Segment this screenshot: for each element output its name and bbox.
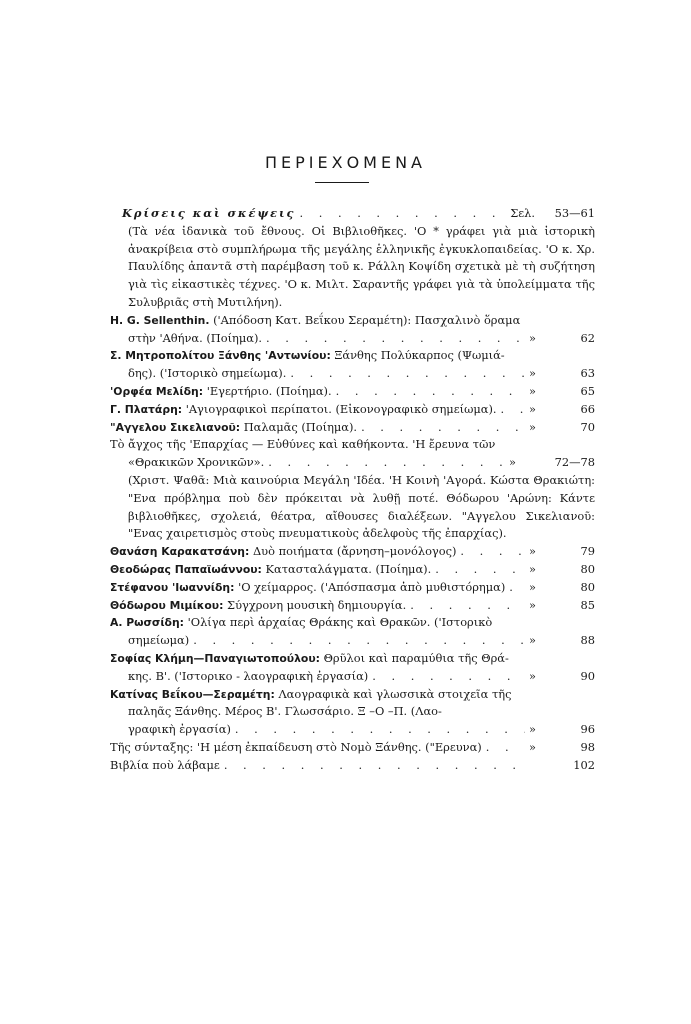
ditto-mark: » (529, 722, 536, 737)
title-divider (315, 182, 369, 183)
ditto-mark: » (529, 366, 536, 381)
leader-dots (509, 579, 525, 597)
entry-author: Γ. Πλατάρη: (110, 402, 183, 416)
toc-entry (110, 347, 595, 365)
entry-author: Σοφίας Κλήμη—Παναγιωτοπούλου: (110, 651, 320, 665)
leader-dots (299, 205, 506, 223)
toc-entry (110, 383, 595, 401)
page-number: 66 (580, 401, 595, 416)
toc-entry-cont (110, 668, 595, 686)
entry-title-cont: σημείωμα) (128, 633, 190, 648)
page-number: 96 (580, 722, 595, 737)
toc-entry-cont: παληᾶς Ξάνθης. Μέρος Β'. Γλωσσάριο. Ξ –Ο –Π. (Λαο- (128, 704, 442, 719)
entry-author: Θόδωρου Μιμίκου: (110, 598, 224, 612)
entry-title-cont: στὴν 'Αθήνα. (Ποίημα). (128, 330, 263, 345)
ditto-mark: » (529, 383, 536, 398)
toc-entry-cont (110, 330, 595, 348)
leader-dots (501, 401, 525, 419)
leader-dots (224, 757, 525, 775)
entry-title-cont: γραφικὴ ἐργασία) (128, 722, 231, 737)
entry-title: 'Εγερτήριο. (Ποίημα). (206, 383, 332, 398)
leader-dots (435, 561, 525, 579)
leader-dots (372, 668, 525, 686)
page-title: ΠΕΡΙΕΧΟΜΕΝΑ (265, 153, 426, 172)
entry-author: 'Ορφέα Μελίδη: (110, 384, 204, 398)
entry-title-cont: δης). ('Ιστορικὸ σημείωμα). (128, 366, 287, 381)
toc-entry (110, 686, 595, 704)
entry-author: Στέφανου 'Ιωαννίδη: (110, 580, 235, 594)
page-number: 102 (573, 757, 595, 772)
entry-title: Βιβλία ποὺ λάβαμε (110, 757, 220, 772)
entry-title: Ξάνθης Πολύκαρπος (Ψωμιά- (334, 348, 505, 363)
toc-entry (110, 597, 595, 615)
entry-author: Κατίνας Βεΐκου—Σεραμέτη: (110, 687, 275, 701)
ditto-mark: » (529, 419, 536, 434)
entry-title: Παλαμᾶς (Ποίημα). (243, 419, 358, 434)
page-number: 70 (580, 419, 595, 434)
entry-title: 'Ο χείμαρρος. ('Απόσπασμα ἀπὸ μυθιστόρημα) (238, 579, 506, 594)
entry-title: Λαογραφικὰ καὶ γλωσσικὰ στοιχεῖα τῆς (278, 686, 512, 701)
leader-dots (235, 721, 525, 739)
page-number: 98 (580, 739, 595, 754)
entry-title-cont: «Θρακικῶν Χρονικῶν». (128, 455, 265, 470)
toc-entry (110, 419, 595, 437)
entry-title: 'Αγιογραφικοὶ περίπατοι. (Εἰκονογραφικὸ σημείωμα). (185, 401, 497, 416)
entry-description: (Χριστ. Ψαθᾶ: Μιὰ καινούρια Μεγάλη 'Ιδέα. 'Η Κοινὴ 'Αγορά. Κώστα Θρακιώτη: "Ενα πρόβλημα ποὺ δὲν πρόκειται νὰ λυθῇ ποτέ. Θόδωρου 'Αρώνη: Κάντε βιβλιοθῆκες, σχολειά, θέατρα, αἴθουσες διαλέξεων. "Αγγελου Σικελιανοῦ: "Ενας χαιρετισμὸς στοὺς πνευματικοὺς ἀδελφοὺς τῆς ἐπαρχίας). (128, 472, 595, 541)
entry-heading: Κρίσεις καὶ σκέψεις (122, 206, 296, 220)
leader-dots (486, 739, 525, 757)
ditto-mark: » (529, 633, 536, 648)
ditto-mark: » (529, 561, 536, 576)
toc-entry-cont (110, 365, 595, 383)
page-number: 53—61 (554, 206, 595, 220)
ditto-mark: » (529, 579, 536, 594)
toc-entry (110, 739, 595, 757)
page-number: 90 (580, 668, 595, 683)
entry-author: Σ. Μητροπολίτου Ξάνθης 'Αντωνίου: (110, 349, 331, 363)
toc-entry-cont (110, 721, 595, 739)
entry-description: (Τὰ νέα ἰδανικὰ τοῦ ἔθνους. Οἱ Βιβλιοθῆκες. 'Ο * γράφει γιὰ μιὰ ἱστορικὴ ἀνακρίβεια στὸ συμπλήρωμα τῆς μεγάλης ἑλληνικῆς ἐγκυκλοπαιδείας. 'Ο κ. Χρ. Παυλίδης ἀπαντᾶ στὴ παρέμβαση τοῦ κ. Ράλλη Κοψίδη σχετικὰ μὲ τὴ συζήτηση γιὰ τὶς εἰκαστικὲς τέχνες. 'Ο κ. Μιλτ. Σαραντῆς γράφει γιὰ τὰ ὑπολείμματα τῆς Συλυβριᾶς στὴ Μυτιλήνη). (128, 223, 595, 309)
page-number: 65 (580, 383, 595, 398)
leader-dots (268, 454, 505, 472)
page-number: 63 (580, 366, 595, 381)
page-number: 62 (580, 330, 595, 345)
toc-entry (110, 650, 595, 668)
toc-entry (110, 561, 595, 579)
entry-title: Τῆς σύνταξης: 'Η μέση ἐκπαίδευση στὸ Νομὸ Ξάνθης. ("Ερευνα) (110, 739, 482, 754)
ditto-mark: » (529, 401, 536, 416)
ditto-mark: » (529, 668, 536, 683)
toc-entry-cont (110, 454, 595, 472)
page-number: 80 (580, 579, 595, 594)
page-prefix: Σελ. (510, 206, 535, 220)
page-number: 88 (580, 633, 595, 648)
ditto-mark: » (529, 597, 536, 612)
leader-dots (336, 383, 525, 401)
page-number: 79 (580, 544, 595, 559)
leader-dots (460, 543, 525, 561)
entry-author: H. G. Sellenthin. (110, 313, 210, 327)
leader-dots (290, 365, 525, 383)
entry-author: Θεοδώρας Παπαϊωάννου: (110, 562, 262, 576)
toc-entry: Τὸ ἄγχος τῆς 'Επαρχίας — Εὐθύνες καὶ καθήκοντα. 'Η ἔρευνα τῶν (110, 437, 496, 452)
toc-entry (110, 312, 595, 330)
page-number: 85 (580, 597, 595, 612)
page-number: 72—78 (554, 455, 595, 470)
leader-dots (266, 330, 525, 348)
toc-entry (110, 614, 595, 632)
entry-title: Θρῦλοι καὶ παραμύθια τῆς Θρά- (323, 650, 509, 665)
toc-entry-heading (122, 205, 595, 223)
entry-title: ('Απόδοση Κατ. Βεΐκου Σεραμέτη): Πασχαλινὸ ὅραμα (213, 312, 521, 327)
toc-entry (110, 579, 595, 597)
leader-dots (361, 419, 525, 437)
entry-author: Θανάση Καρακατσάνη: (110, 545, 250, 559)
toc-entry (110, 543, 595, 561)
page-number: 80 (580, 561, 595, 576)
entry-title: Σύγχρονη μουσικὴ δημιουργία. (227, 597, 407, 612)
entry-title: 'Ολίγα περὶ ἀρχαίας Θράκης καὶ Θρακῶν. ('Ιστορικὸ (187, 615, 493, 630)
toc-entry (110, 757, 595, 775)
entry-author: "Αγγελου Σικελιανοῦ: (110, 420, 241, 434)
entry-title: Δυὸ ποιήματα (ἄρνηση–μονόλογος) (252, 544, 457, 559)
entry-title: Κατασταλάγματα. (Ποίημα). (265, 561, 432, 576)
entry-author: Α. Ρωσσίδη: (110, 616, 184, 630)
toc-entry-cont (110, 632, 595, 650)
leader-dots (193, 632, 525, 650)
entry-title-cont: κης. Β'. ('Ιστορικο - λαογραφικὴ ἐργασία) (128, 668, 369, 683)
table-of-contents (110, 205, 595, 775)
ditto-mark: » (529, 544, 536, 559)
ditto-mark: » (529, 739, 536, 754)
toc-entry (110, 401, 595, 419)
ditto-mark: » (529, 330, 536, 345)
leader-dots (410, 597, 525, 615)
ditto-mark: » (509, 455, 516, 470)
